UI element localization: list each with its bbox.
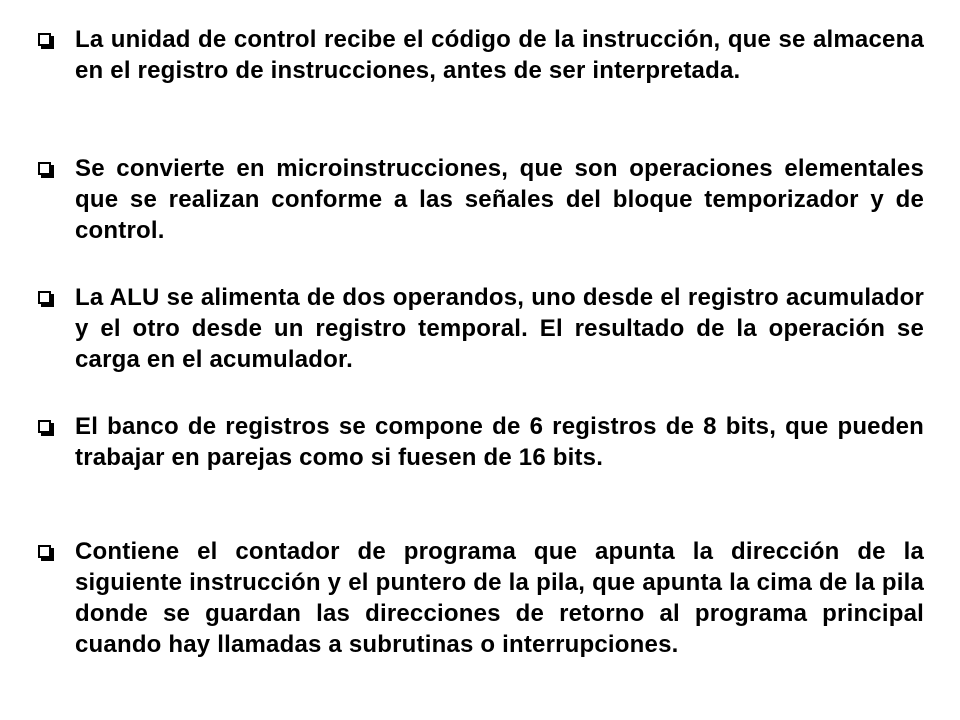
bullet-item	[38, 24, 924, 86]
bullet-text: Se convierte en microinstrucciones, que son operaciones elementales que se realizan conforme a las señales del bloque temporizador y de control.	[75, 155, 924, 244]
bullet-item	[38, 536, 924, 660]
checkbox-square-icon	[38, 291, 51, 304]
bullet-item	[38, 411, 924, 473]
bullet-text: El banco de registros se compone de 6 registros de 8 bits, que pueden trabajar en parejas como si fuesen de 16 bits.	[75, 413, 924, 471]
checkbox-square-icon	[38, 420, 51, 433]
bullet-text: Contiene el contador de programa que apunta la dirección de la siguiente instrucción y el puntero de la pila, que apunta la cima de la pila donde se guardan las direcciones de retorno al programa principal cuando hay llamadas a subrutinas o interrupciones.	[75, 538, 924, 658]
bullet-text: La unidad de control recibe el código de la instrucción, que se almacena en el registro de instrucciones, antes de ser interpretada.	[75, 26, 924, 84]
bullet-item	[38, 153, 924, 246]
checkbox-square-icon	[38, 33, 51, 46]
bullet-item	[38, 282, 924, 375]
checkbox-square-icon	[38, 162, 51, 175]
checkbox-square-icon	[38, 545, 51, 558]
bullet-text: La ALU se alimenta de dos operandos, uno desde el registro acumulador y el otro desde un registro temporal. El resultado de la operación se carga en el acumulador.	[75, 284, 924, 373]
